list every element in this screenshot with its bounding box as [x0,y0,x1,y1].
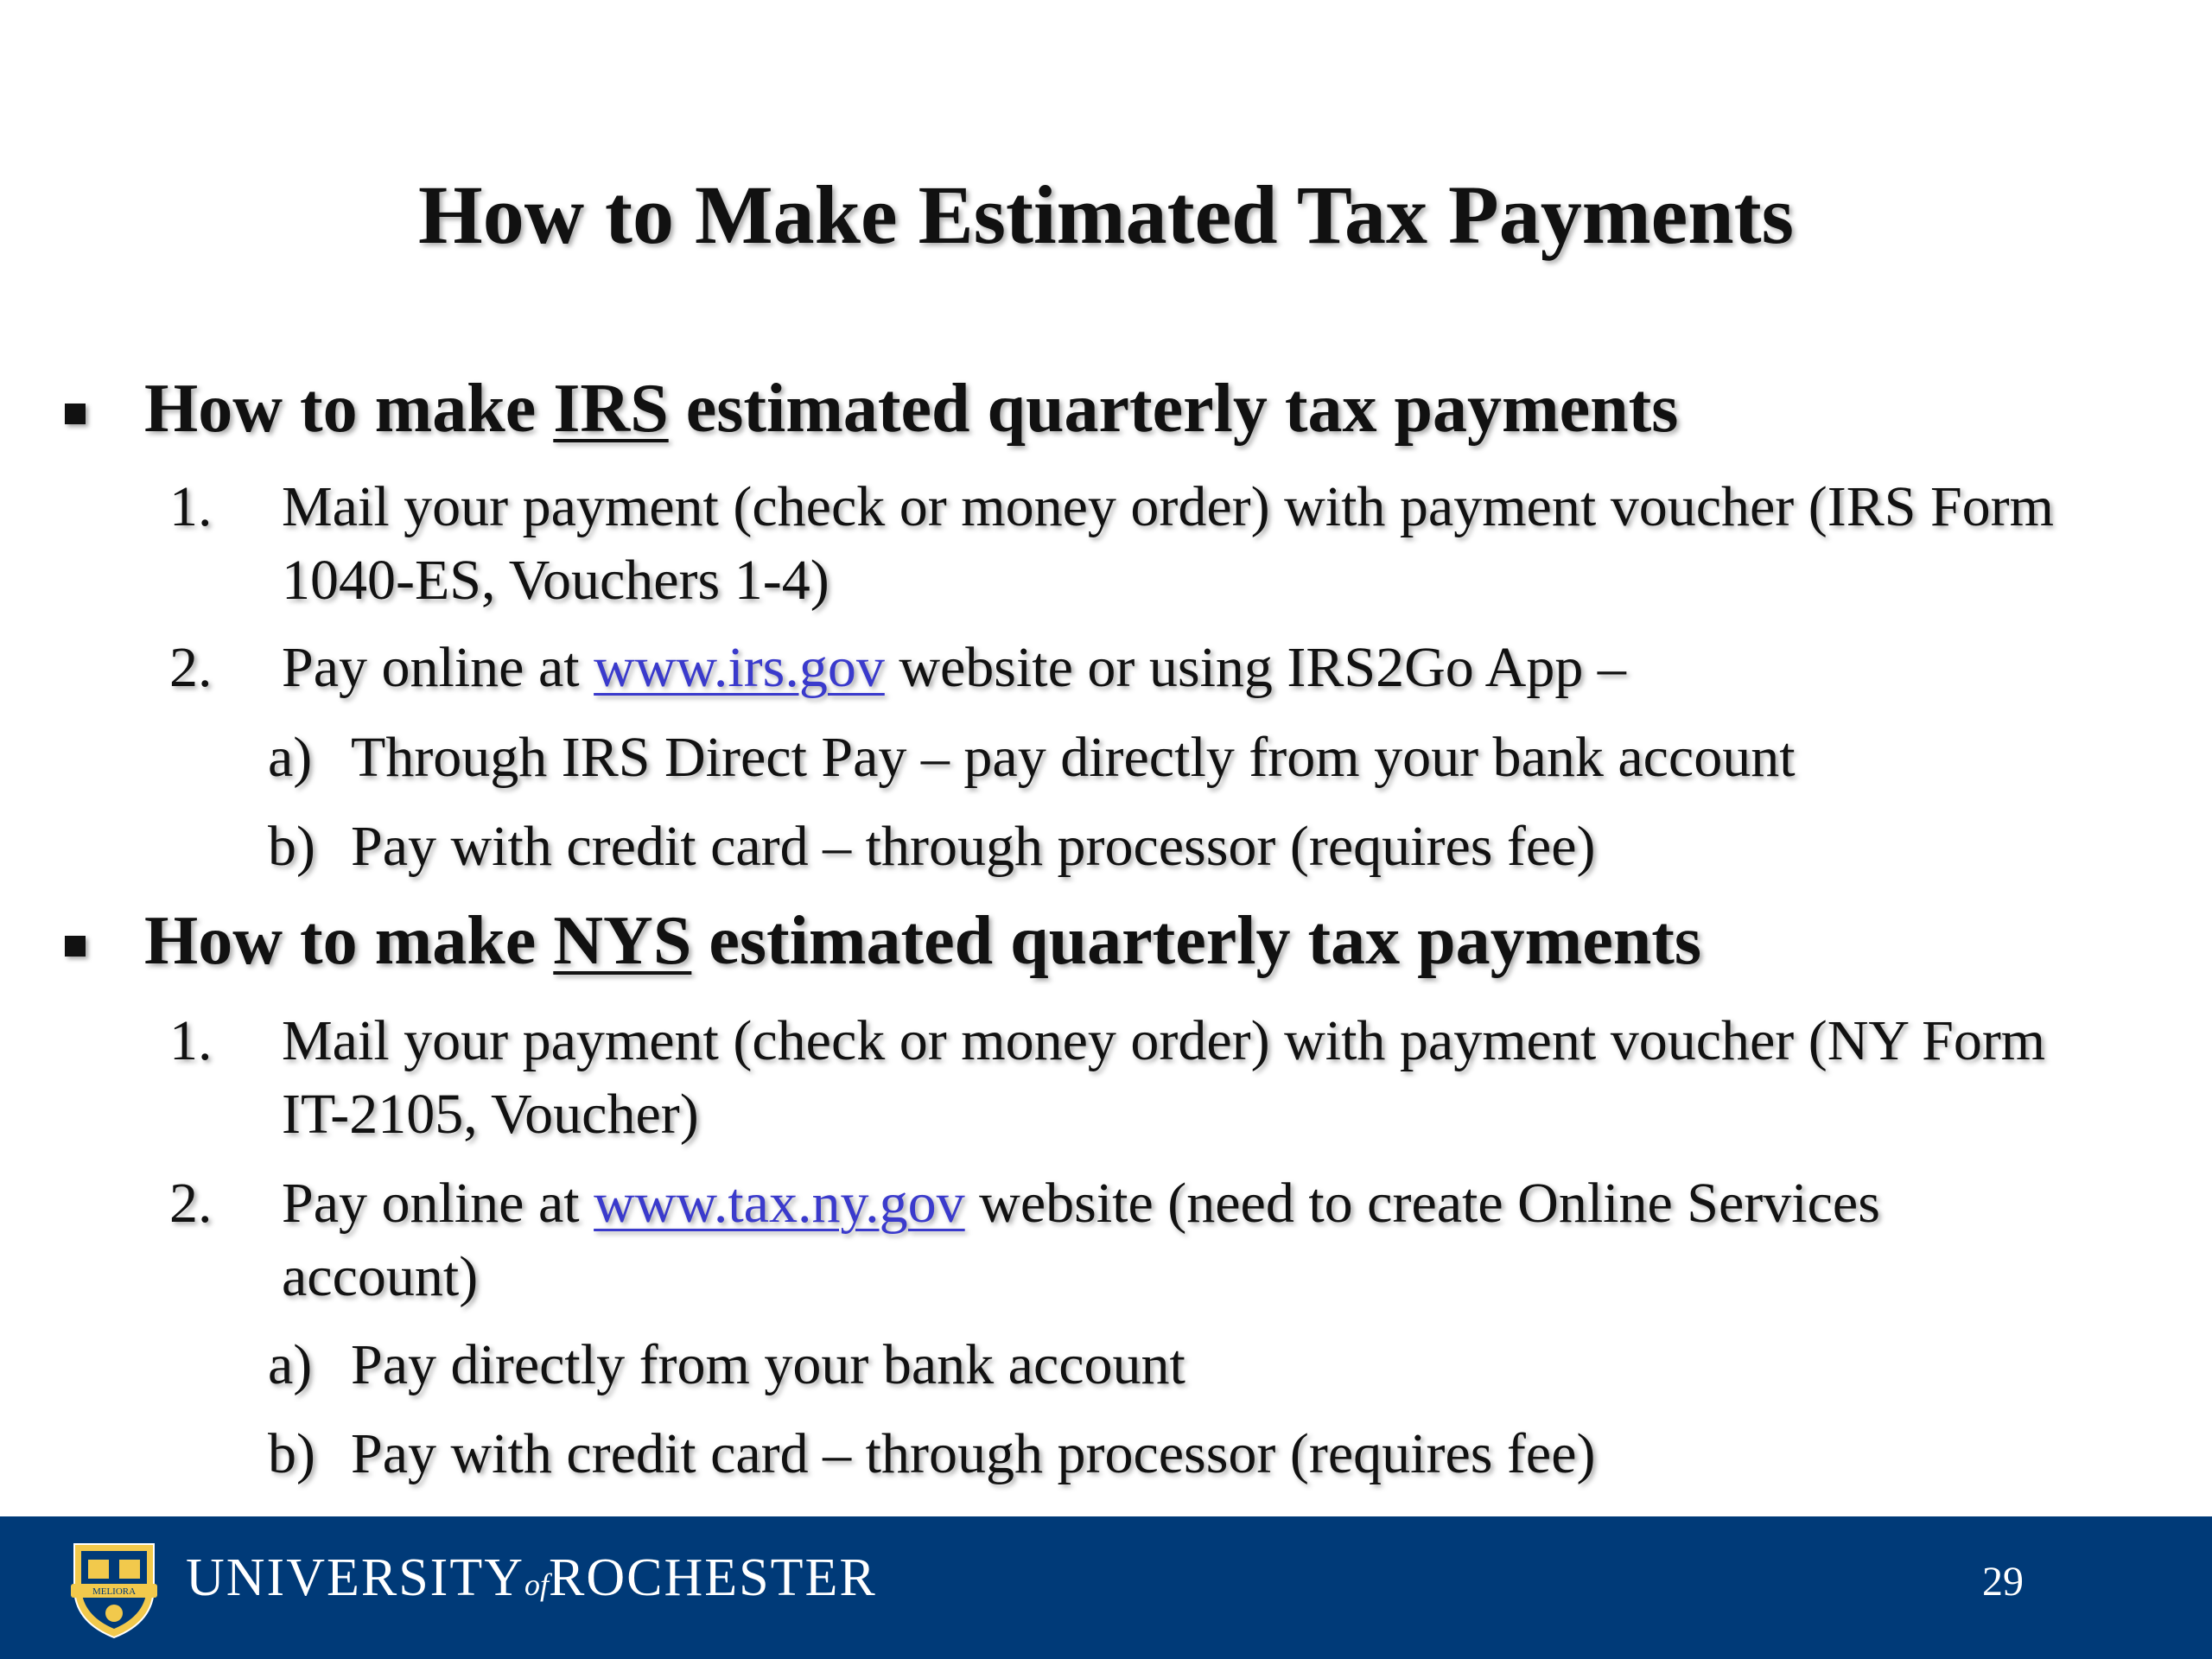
nys-heading-emphasis: NYS [553,903,692,979]
irs-sub-a-letter: a) [268,726,313,789]
university-name-of: of [524,1567,549,1602]
nys-item-1-text: Mail your payment (check or money order) with payment voucher (NY Form IT-2105, Voucher) [282,1009,2046,1146]
slide-title: How to Make Estimated Tax Payments [418,168,1794,261]
irs-heading-prefix: How to make [144,371,554,447]
nys-sub-a-text: Pay directly from your bank account [351,1333,1185,1396]
irs-website-link[interactable]: www.irs.gov [594,636,885,699]
nys-website-link[interactable]: www.tax.ny.gov [594,1172,965,1235]
irs-sub-b-text: Pay with credit card – through processor (requires fee) [351,815,1596,878]
irs-item-1-number: 1. [169,475,213,538]
nys-sub-a [268,1328,2082,1402]
irs-item-2 [169,631,2088,704]
bullet-square-icon [65,936,86,957]
nys-item-2-suffix: website (need to create Online Services account) [282,1172,1880,1308]
irs-section-heading [144,369,1678,448]
nys-item-2-prefix: Pay online at [282,1172,594,1235]
irs-item-2-number: 2. [169,636,213,699]
nys-section-heading [144,901,1701,981]
irs-item-2-suffix: website or using IRS2Go App – [884,636,1626,699]
page-number: 29 [1982,1559,2024,1605]
nys-sub-b-letter: b) [268,1422,315,1485]
bullet-square-icon [65,404,86,424]
nys-item-2-text [282,1166,2088,1313]
irs-item-2-text [282,631,2088,704]
irs-sub-a [268,721,2082,794]
irs-item-2-prefix: Pay online at [282,636,594,699]
nys-sub-b-text: Pay with credit card – through processor (requires fee) [351,1422,1596,1485]
irs-heading-suffix: estimated quarterly tax payments [668,371,1679,447]
irs-sub-b-letter: b) [268,815,315,878]
nys-sub-a-letter: a) [268,1333,313,1396]
university-name [186,1548,877,1607]
seal-motto: MELIORA [92,1586,137,1597]
footer-bar [0,1516,2212,1659]
nys-item-2-number: 2. [169,1172,213,1235]
university-seal-icon [62,1535,166,1641]
nys-sub-b [268,1417,2082,1491]
university-name-part1: UNIVERSITY [186,1548,524,1607]
nys-item-1-number: 1. [169,1009,213,1072]
irs-sub-a-text: Through IRS Direct Pay – pay directly from your bank account [351,726,1796,789]
nys-item-2 [169,1166,2088,1313]
nys-heading-suffix: estimated quarterly tax payments [691,903,1702,979]
nys-heading-prefix: How to make [144,903,554,979]
irs-heading-emphasis: IRS [553,371,669,447]
irs-sub-b [268,810,2082,883]
irs-item-1-text: Mail your payment (check or money order) with payment voucher (IRS Form 1040-ES, Vouchers 1-4) [282,475,2054,612]
university-name-part2: ROCHESTER [549,1548,877,1607]
irs-item-1 [169,470,2088,617]
nys-item-1 [169,1004,2088,1151]
